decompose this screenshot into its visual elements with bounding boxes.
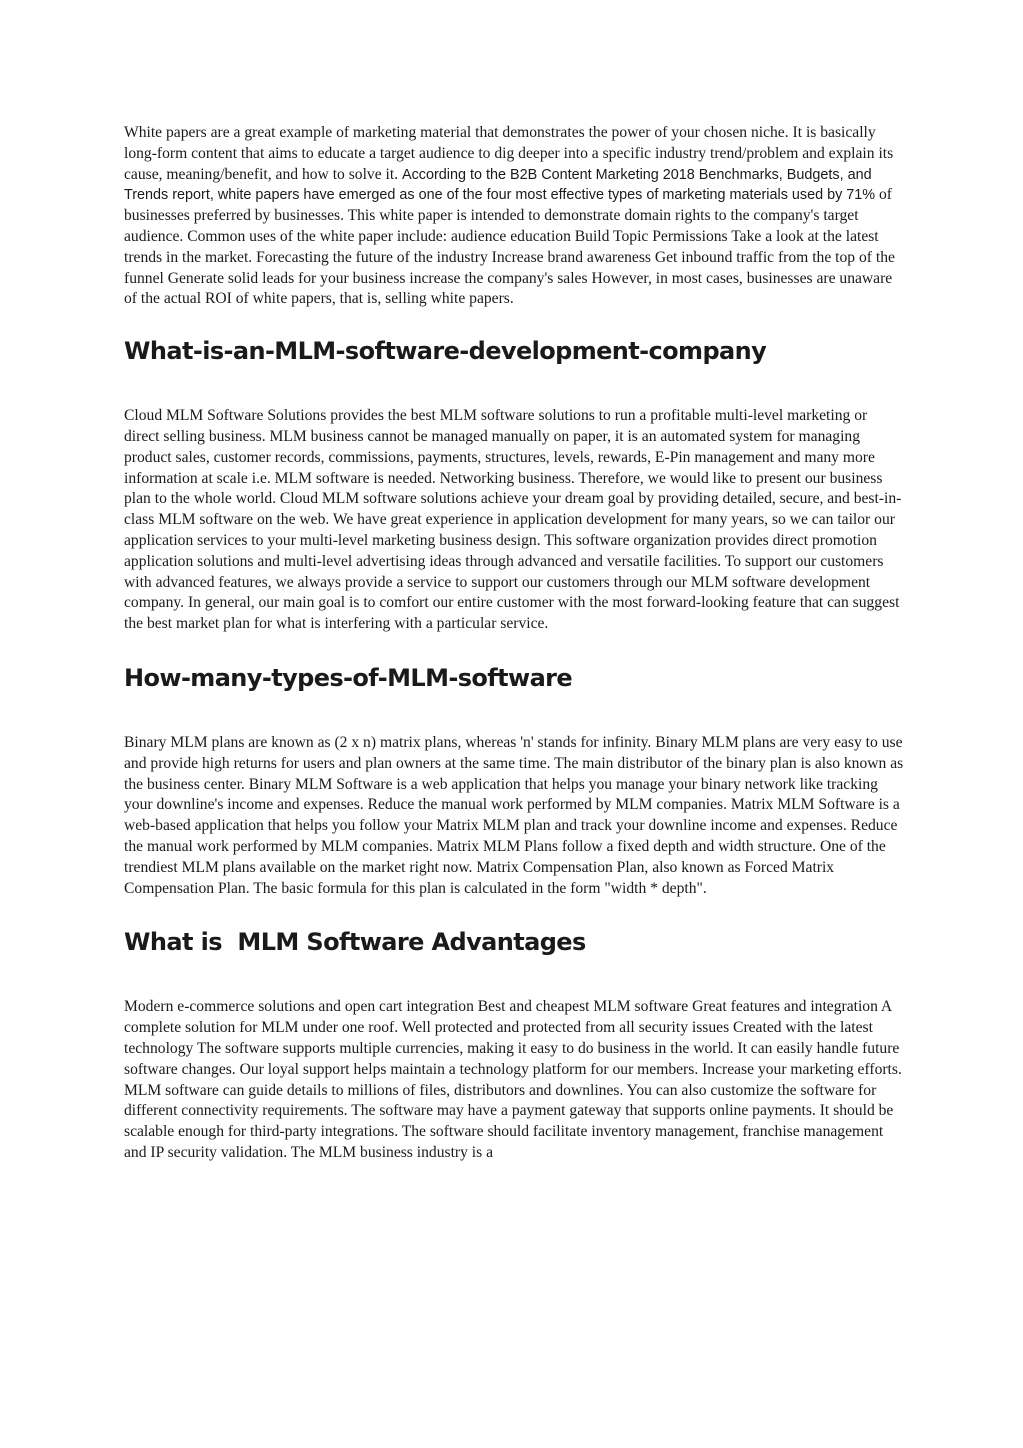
section-heading-mlm-types: How-many-types-of-MLM-software bbox=[124, 663, 573, 692]
section-heading-mlm-advantages: What is MLM Software Advantages bbox=[124, 928, 586, 957]
document-content bbox=[124, 123, 904, 1164]
intro-text-before: White papers are a great example of marketing material that demonstrates the power of your chosen niche. It is basically long-form content that aims to educate a target audience to dig deeper into a specific industry trend/problem and explain its cause, meaning/benefit, and how to solve it. bbox=[124, 124, 894, 183]
section-body-mlm-advantages: Modern e-commerce solutions and open cart integration Best and cheapest MLM software Great features and integration A complete solution for MLM under one roof. Well protected and protected from all security issues Created with the latest technology The software supports multiple currencies, making it easy to do business in the world. It can easily handle future software changes. Our loyal support helps maintain a technology platform for our members. Increase your marketing efforts. MLM software can guide details to millions of files, distributors and downlines. You can also customize the software for different connectivity requirements. The software may have a payment gateway that supports online payments. It should be scalable enough for third-party integrations. The software should facilitate inventory management, franchise management and IP security validation. The MLM business industry is a bbox=[124, 998, 902, 1161]
section-heading-mlm-company: What-is-an-MLM-software-development-company bbox=[124, 337, 767, 366]
intro-highlight-text: According to the B2B Content Marketing 2018 Benchmarks, Budgets, and Trends report, white papers have emerged as one of the four most effective types of marketing materials used by 71% bbox=[124, 166, 876, 204]
intro-text-after: of businesses preferred by businesses. This white paper is intended to demonstrate domain rights to the company's target audience. Common uses of the white paper include: audience education Build Topic Permissions Take a look at the latest trends in the market. Forecasting the future of the industry Increase brand awareness Get inbound traffic from the top of the funnel Generate solid leads for your business increase the company's sales However, in most cases, businesses are unaware of the actual ROI of white papers, that is, selling white papers. bbox=[124, 186, 895, 308]
intro-paragraph bbox=[124, 123, 904, 310]
section-body-mlm-types: Binary MLM plans are known as (2 x n) matrix plans, whereas 'n' stands for infinity. Binary MLM plans are very easy to use and provide high returns for users and plan owners at the same time. The main distributor of the binary plan is also known as the business center. Binary MLM Software is a web application that helps you manage your binary network like tracking your downline's income and expenses. Reduce the manual work performed by MLM companies. Matrix MLM Software is a web-based application that helps you follow your Matrix MLM plan and track your downline income and expenses. Reduce the manual work performed by MLM companies. Matrix MLM Plans follow a fixed depth and width structure. One of the trendiest MLM plans available on the market right now. Matrix Compensation Plan, also known as Forced Matrix Compensation Plan. The basic formula for this plan is calculated in the form "width * depth". bbox=[124, 733, 904, 897]
section-body-mlm-company: Cloud MLM Software Solutions provides the best MLM software solutions to run a profitable multi-level marketing or direct selling business. MLM business cannot be managed manually on paper, it is an automated system for managing product sales, customer records, commissions, payments, structures, levels, rewards, E-Pin management and many more information at scale i.e. MLM software is needed. Networking business. Therefore, we would like to present our business plan to the whole world. Cloud MLM software solutions achieve your dream goal by providing detailed, secure, and best-in-class MLM software on the web. We have great experience in application development for many years, so we can tailor our application services to your multi-level marketing business design. This software organization provides direct promotion application solutions and multi-level advertising ideas through advanced and versatile facilities. To support our customers with advanced features, we always provide a service to support our customers through our MLM software development company. In general, our main goal is to comfort our entire customer with the most forward-looking feature that can suggest the best market plan for what is interfering with a particular service. bbox=[124, 407, 902, 633]
